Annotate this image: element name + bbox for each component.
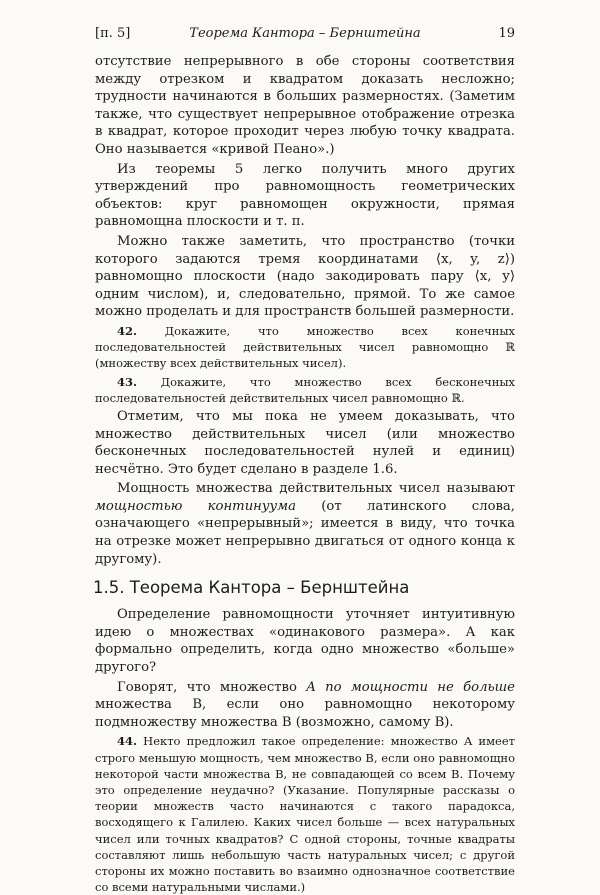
running-title: Теорема Кантора – Бернштейна bbox=[189, 26, 421, 41]
exercise-42 bbox=[95, 323, 515, 372]
exercise-44 bbox=[95, 733, 515, 895]
paragraph-continuum: Мощность множества действительных чисел называют мощностью континуума (от латинского слова, означающего «непрерывный»; имеется в виду, что точка на отрезке может непрерывно двигаться от одного конца к другому). bbox=[95, 481, 515, 567]
section-marker: [п. 5] bbox=[95, 26, 131, 41]
page-body bbox=[95, 53, 515, 895]
paragraph-theorem5: Из теоремы 5 легко получить много других утверждений про равномощность геометрических объектов: круг равномощен окружности, прямая равномощна плоскости и т. п. bbox=[95, 161, 515, 230]
page-number: 19 bbox=[498, 26, 515, 41]
exercise-text: Некто предложил такое определение: множество A имеет строго меньшую мощность, чем множество B, если оно равномощно некоторой части множества B, не совпадающей со всем B. Почему это определение неудачно? (Указание. Популярные рассказы о теории множеств часто начинаются с такого парадокса, восходящего к Галилею. Каких чисел больше — всех натуральных чисел или точных квадратов? С одной стороны, точные квадраты составляют лишь небольшую часть натуральных чисел; с другой стороны их можно поставить во взаимно однозначное соответствие со всеми натуральными числами.) bbox=[95, 734, 515, 895]
exercise-text: Докажите, что множество всех конечных последовательностей действительных чисел равномощно ℝ (множеству всех действительных чисел). bbox=[95, 323, 515, 371]
exercise-number: 44. bbox=[117, 734, 138, 749]
paragraph-peano: отсутствие непрерывного в обе стороны соответствия между отрезком и квадратом доказать несложно; трудности начинаются в больших размерностях. (Заметим также, что существует непрерывное отображение отрезка в квадрат, которое проходит через любую точку квадрата. Оно называется «кривой Пеано».) bbox=[95, 54, 515, 157]
section-heading: 1.5. Теорема Кантора – Бернштейна bbox=[93, 578, 410, 598]
paragraph-not-greater: Говорят, что множество A по мощности не больше множества B, если оно равномощно некоторому подмножеству множества B (возможно, самому B). bbox=[95, 679, 515, 730]
exercise-43 bbox=[95, 374, 515, 406]
paragraph-uncountable: Отметим, что мы пока не умеем доказывать, что множество действительных чисел (или множество бесконечных последовательностей нулей и единиц) несчётно. Это будет сделано в разделе 1.6. bbox=[95, 408, 515, 477]
term-not-greater: A по мощности не больше bbox=[306, 679, 515, 695]
exercise-text: Докажите, что множество всех бесконечных последовательностей действительных чисел равномощно ℝ. bbox=[95, 374, 515, 405]
paragraph-definition: Определение равномощности уточняет интуитивную идею о множествах «одинакового размера». А как формально определить, когда одно множество «больше» другого? bbox=[95, 607, 515, 676]
exercise-number: 43. bbox=[117, 374, 138, 389]
exercise-number: 42. bbox=[117, 323, 138, 338]
term-continuum: мощностью континуума bbox=[95, 498, 296, 514]
running-header bbox=[95, 26, 515, 46]
paragraph-space: Можно также заметить, что пространство (точки которого задаются тремя координатами ⟨x, y, z⟩) равномощно плоскости (надо закодировать пару ⟨x, y⟩ одним числом), и, следовательно, прямой. То же самое можно проделать и для пространств большей размерности. bbox=[95, 233, 515, 320]
